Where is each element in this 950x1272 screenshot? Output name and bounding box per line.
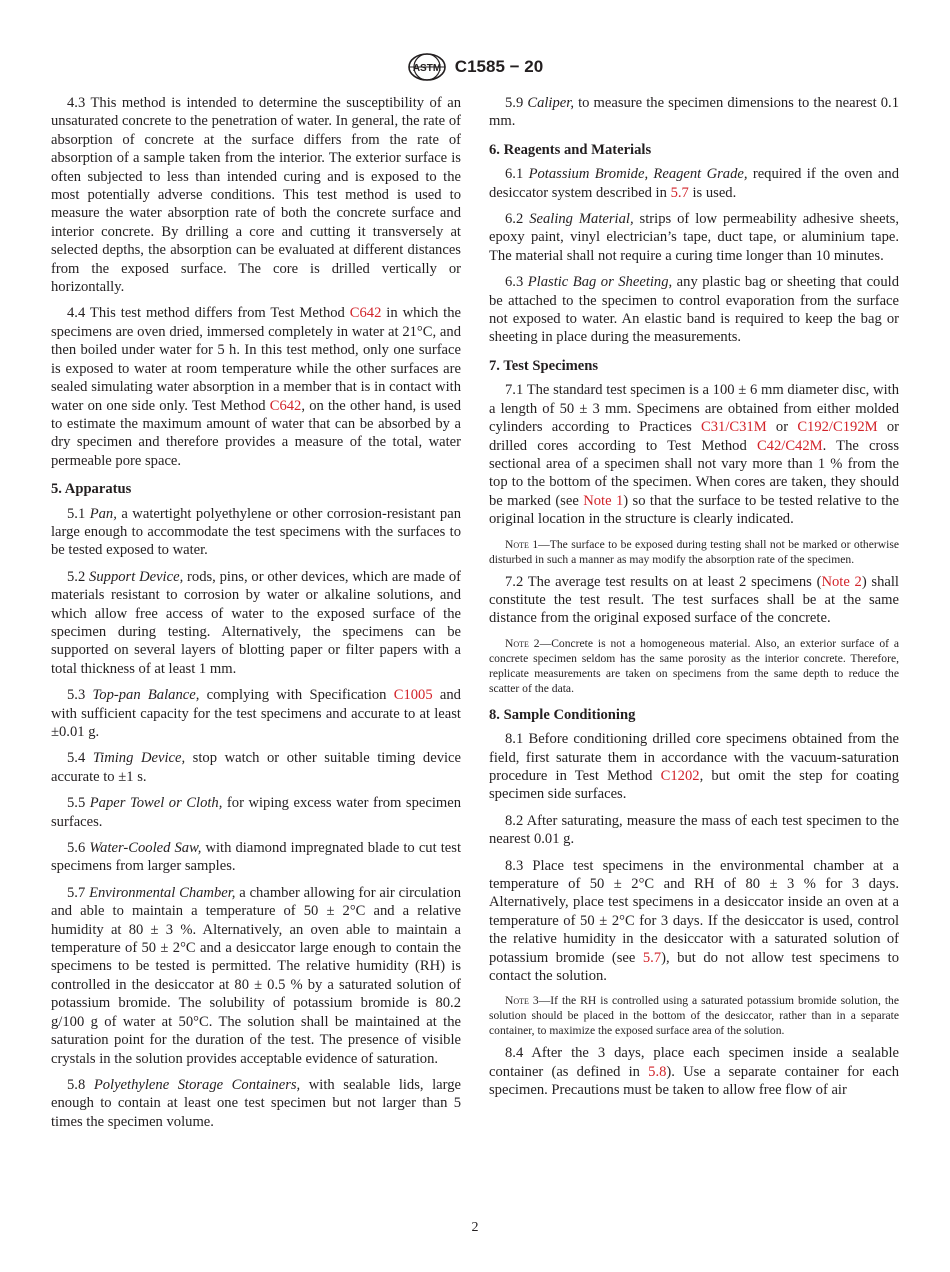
paragraph-5-8: 5.8 Polyethylene Storage Containers, with sealable lids, large enough to contain at least one test specimen but not larger than 5 times the specimen volume. <box>51 1076 462 1130</box>
paragraph-5-3: 5.3 Top-pan Balance, complying with Specification C1005 and with sufficient capacity for the test specimens and accurate to at least ±0.01 g. <box>51 687 461 740</box>
paragraph-5-2: 5.2 Support Device, rods, pins, or other devices, which are made of materials resistant to corrosion by water or alkaline solutions, and which allow free access of water to the exposed surface of the specimen during testing. Alternatively, the specimens can be supported on several layers of blotting paper or filter papers with a total thickness of at least 1 mm. <box>51 568 461 677</box>
note-link[interactable]: Note 2 <box>821 573 862 590</box>
reference-link[interactable]: C642 <box>269 397 302 414</box>
reference-link[interactable]: C42/C42M <box>756 437 823 454</box>
reference-link[interactable]: C1005 <box>393 687 433 704</box>
logo-text: ASTM <box>412 63 441 74</box>
section-heading-reagents: 6. Reagents and Materials <box>489 141 652 158</box>
astm-logo-icon <box>407 52 447 82</box>
paragraph-4-4: 4.4 This test method differs from Test Method C642 in which the specimens are oven dried, immersed completely in water at 21°C, and then boiled under water for 5 h. In this test method, only one surface is exposed to water at room temperature while the other surfaces are sealed simulating water absorption in a member that is in contact with water on one side only. Test Method C642, on the other hand, is used to estimate the maximum amount of water that can be absorbed by a dry specimen and therefore provides a measure of the total, water permeable pore space. <box>51 305 461 469</box>
paragraph-7-2: 7.2 The average test results on at least 2 specimens (Note 2) shall constitute the test result. The test surfaces shall be at the same distance from the original exposed surface of the concrete. <box>489 573 899 627</box>
reference-link[interactable]: C642 <box>349 305 382 322</box>
page-number: 2 <box>471 1220 479 1235</box>
page-header <box>0 52 950 84</box>
paragraph-5-6: 5.6 Water-Cooled Saw, with diamond impregnated blade to cut test specimens from larger samples. <box>51 840 462 875</box>
paragraph-8-3: 8.3 Place test specimens in the environmental chamber at a temperature of 50 ± 2°C and RH of 80 ± 3 % for 3 days. Alternatively, place test specimens in a desiccator inside an oven at a temperature of 50 ± 2°C for 3 days. If the desiccator is used, control the relative humidity in the desiccator with a saturated solution of potassium bromide (see 5.7), but do not allow test specimens to contact the solution. <box>489 857 899 985</box>
section-heading-apparatus: 5. Apparatus <box>51 481 132 498</box>
note-2: Note 2—Concrete is not a homogeneous material. Also, an exterior surface of a concrete specimen seldom has the same porosity as the interior concrete. Therefore, replicate measurements are taken on specimens from the same depth to reduce the scatter of the data. <box>489 636 899 695</box>
note-1: Note 1—The surface to be exposed during testing shall not be marked or otherwise disturbed in such a manner as may modify the absorption rate of the specimen. <box>489 537 899 566</box>
paragraph-5-5: 5.5 Paper Towel or Cloth, for wiping excess water from specimen surfaces. <box>51 795 462 830</box>
paragraph-6-2: 6.2 Sealing Material, strips of low permeability adhesive sheets, epoxy paint, vinyl electrician’s tape, duct tape, or aluminium tape. The material shall not require a curing time longer than 10 minutes. <box>489 211 900 264</box>
reference-link[interactable]: 5.7 <box>670 184 689 201</box>
paragraph-5-7: 5.7 Environmental Chamber, a chamber allowing for air circulation and able to maintain a temperature of 50 ± 2°C and a relative humidity at 80 ± 3 %. Alternatively, an oven able to maintain a temperature of 50 ± 2°C and a desiccator large enough to contain the specimens to be tested is permitted. The relative humidity (RH) is controlled in the desiccator at 80 ± 0.5 % by a saturated solution of potassium bromide. The solubility of potassium bromide is 80.2 g/100 g of water at 50°C. The solution shall be maintained at the saturation point for the duration of the test. The presence of visible crystals in the solution provides acceptable evidence of saturation. <box>51 884 461 1067</box>
paragraph-8-2: 8.2 After saturating, measure the mass of each test specimen to the nearest 0.01 g. <box>489 812 899 848</box>
paragraph-7-1: 7.1 The standard test specimen is a 100 ± 6 mm diameter disc, with a length of 50 ± 3 mm. Specimens are obtained from either molded cylinders according to Practices C31/C31M or C192/C192M or drilled cores according to Test Method C42/C42M. The cross sectional area of a specimen shall not vary more than 1 % from the top to the bottom of the specimen. When cores are taken, they should be marked (see Note 1) so that the surface to be tested relative to the original location in the structure is clearly indicated. <box>489 382 899 528</box>
paragraph-8-4: 8.4 After the 3 days, place each specimen inside a sealable container (as defined in 5.8). Use a separate container for each specimen. Precautions must be taken to allow free flow of air <box>489 1045 899 1099</box>
reference-link[interactable]: C1202 <box>660 767 700 784</box>
section-heading-sample-conditioning: 8. Sample Conditioning <box>489 706 636 723</box>
paragraph-5-4: 5.4 Timing Device, stop watch or other suitable timing device accurate to ±1 s. <box>51 750 462 785</box>
reference-link[interactable]: 5.8 <box>648 1063 667 1080</box>
note-link[interactable]: Note 1 <box>583 492 624 509</box>
note-3: Note 3—If the RH is controlled using a saturated potassium bromide solution, the solution should be placed in the bottom of the desiccator, rather than in a separate container, to maximize the exposed surface area of the solution. <box>489 994 899 1038</box>
section-heading-test-specimens: 7. Test Specimens <box>489 357 599 374</box>
right-column <box>489 94 899 1108</box>
paragraph-5-9: 5.9 Caliper, to measure the specimen dimensions to the nearest 0.1 mm. <box>489 95 899 130</box>
paragraph-8-1: 8.1 Before conditioning drilled core specimens obtained from the field, first saturate them in accordance with the vacuum-saturation procedure in Test Method C1202, but omit the step for coating specimen side surfaces. <box>489 731 899 803</box>
paragraph-4-3: 4.3 This method is intended to determine the susceptibility of an unsaturated concrete to the penetration of water. In general, the rate of absorption of concrete at the surface differs from the rate of absorption of a sample taken from the interior. The exterior surface is often subjected to less than intended curing and is exposed to the most potentially adverse conditions. This test method is used to measure the water absorption rate of both the concrete surface and interior concrete. By drilling a core and cutting it transversely at selected depths, the absorption can be evaluated at different distances from the exposed surface. The core is drilled vertically or horizontally. <box>51 95 461 296</box>
left-column <box>51 94 461 1139</box>
paragraph-6-3: 6.3 Plastic Bag or Sheeting, any plastic bag or sheeting that could be attached to the specimen to control evaporation from the surface not exposed to water. An elastic band is required to keep the bag or sheeting in place during the measurements. <box>489 274 900 346</box>
document-designation: C1585 − 20 <box>454 57 544 76</box>
paragraph-5-1: 5.1 Pan, a watertight polyethylene or other corrosion-resistant pan large enough to accommodate the test specimens with the surfaces to be tested exposed to water. <box>51 505 462 559</box>
reference-link[interactable]: 5.7 <box>642 949 662 966</box>
reference-link[interactable]: C31/C31M <box>701 419 767 436</box>
reference-link[interactable]: C192/C192M <box>797 419 878 436</box>
paragraph-6-1: 6.1 Potassium Bromide, Reagent Grade, required if the oven and desiccator system described in 5.7 is used. <box>489 166 899 201</box>
